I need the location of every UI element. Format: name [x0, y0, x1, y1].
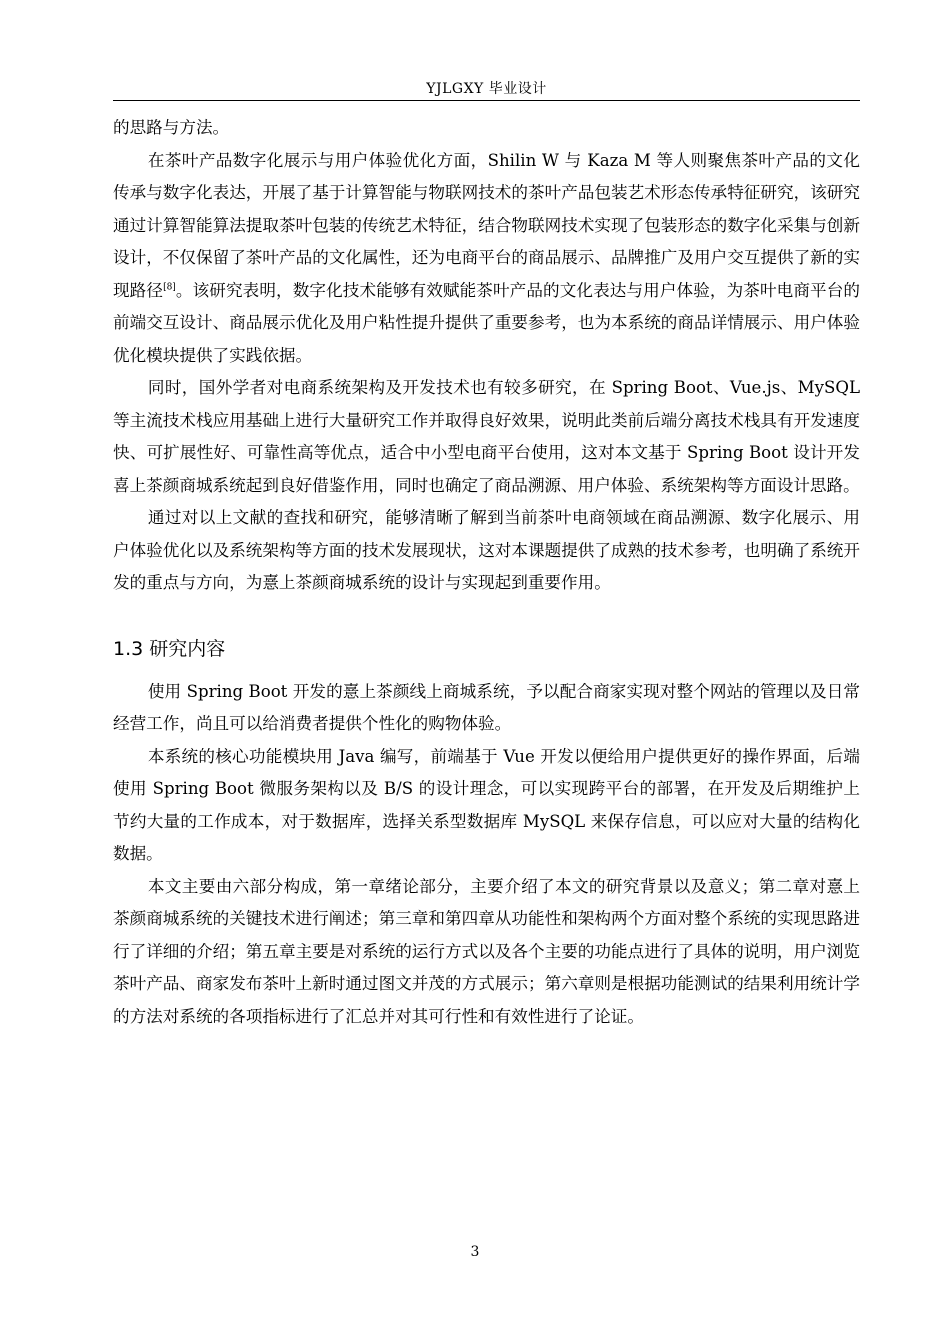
header-rule: [113, 100, 860, 101]
citation-ref[interactable]: [8]: [163, 281, 176, 292]
paragraph: 的思路与方法。: [113, 118, 230, 137]
running-header: YJLGXY 毕业设计: [426, 81, 547, 97]
paragraph: [113, 145, 860, 373]
paragraph: 本系统的核心功能模块用 Java 编写，前端基于 Vue 开发以便给用户提供更好的操作界面，后端使用 Spring Boot 微服务架构以及 B/S 的设计理念，可以实现跨平台的部署，在开发及后期维护上节约大量的工作成本，对于数据库，选择关系型数据库 MySQL 来保存信息，可以应对大量的结构化数据。: [113, 746, 860, 863]
paragraph: 使用 Spring Boot 开发的憙上茶颜线上商城系统，予以配合商家实现对整个网站的管理以及日常经营工作，尚且可以给消费者提供个性化的购物体验。: [113, 681, 860, 733]
paragraph-text: 。该研究表明，数字化技术能够有效赋能茶叶产品的文化表达与用户体验，为茶叶电商平台的前端交互设计、商品展示优化及用户粘性提升提供了重要参考，也为本系统的商品详情展示、用户体验优化模块提供了实践依据。: [113, 280, 860, 365]
paragraph: 同时，国外学者对电商系统架构及开发技术也有较多研究，在 Spring Boot、Vue.js、MySQL 等主流技术栈应用基础上进行大量研究工作并取得良好效果，说明此类前后端分离技术栈具有开发速度快、可扩展性好、可靠性高等优点，适合中小型电商平台使用，这对本文基于 Spring Boot 设计开发喜上茶颜商城系统起到良好借鉴作用，同时也确定了商品溯源、用户体验、系统架构等方面设计思路。: [113, 378, 860, 495]
paragraph: 通过对以上文献的查找和研究，能够清晰了解到当前茶叶电商领域在商品溯源、数字化展示、用户体验优化以及系统架构等方面的技术发展现状，这对本课题提供了成熟的技术参考，也明确了系统开发的重点与方向，为憙上茶颜商城系统的设计与实现起到重要作用。: [113, 508, 860, 592]
paragraph: 本文主要由六部分构成，第一章绪论部分，主要介绍了本文的研究背景以及意义；第二章对憙上茶颜商城系统的关键技术进行阐述；第三章和第四章从功能性和架构两个方面对整个系统的实现思路进行了详细的介绍；第五章主要是对系统的运行方式以及各个主要的功能点进行了具体的说明，用户浏览茶叶产品、商家发布茶叶上新时通过图文并茂的方式展示；第六章则是根据功能测试的结果利用统计学的方法对系统的各项指标进行了汇总并对其可行性和有效性进行了论证。: [113, 876, 860, 1026]
page-number: 3: [470, 1244, 480, 1260]
section-heading: 1.3 研究内容: [113, 637, 226, 660]
paragraph-text: 在茶叶产品数字化展示与用户体验优化方面，Shilin W 与 Kaza M 等人则聚焦茶叶产品的文化传承与数字化表达，开展了基于计算智能与物联网技术的茶叶产品包装艺术形态传承特征研究，该研究通过计算智能算法提取茶叶包装的传统艺术特征，结合物联网技术实现了包装形态的数字化采集与创新设计，不仅保留了茶叶产品的文化属性，还为电商平台的商品展示、品牌推广及用户交互提供了新的实现路径: [113, 150, 860, 300]
page-body: [113, 112, 860, 1033]
